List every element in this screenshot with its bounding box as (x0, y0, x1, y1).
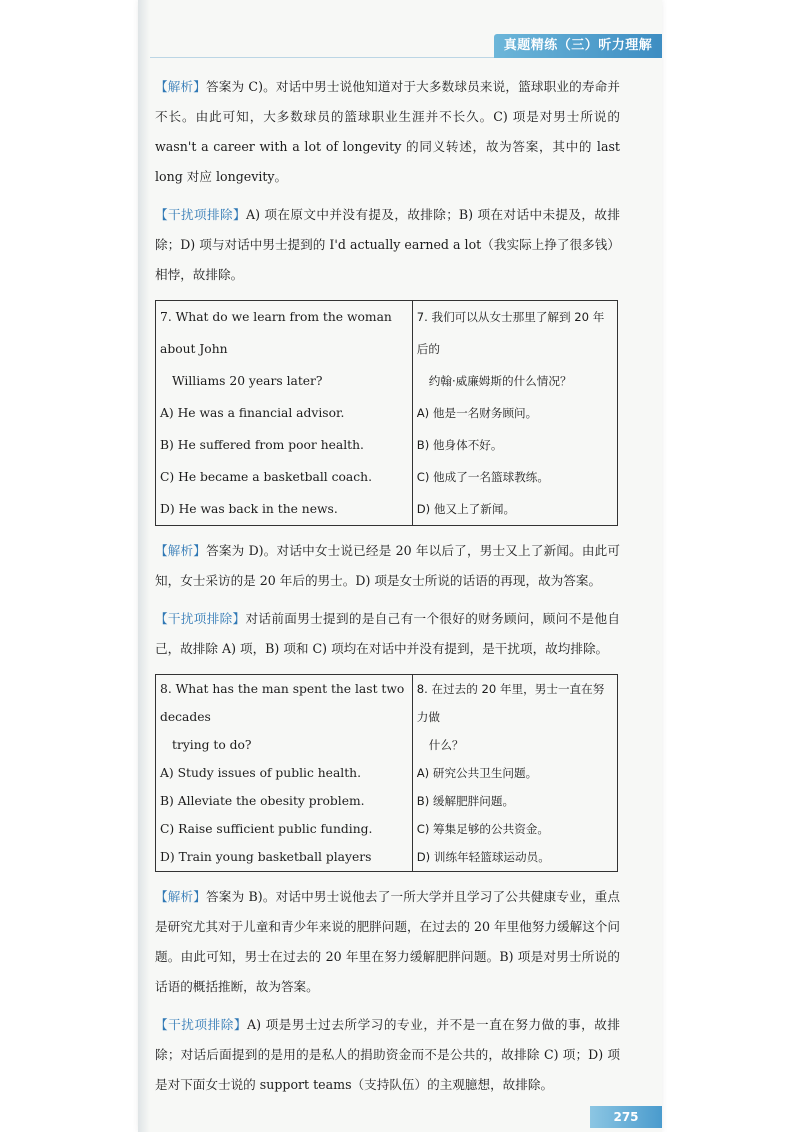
page-number: 275 (613, 1110, 639, 1124)
analysis-paragraph-q8 (155, 882, 620, 1002)
question-stem: 7. What do we learn from the woman about John (160, 310, 392, 356)
option-a: A) Study issues of public health. (160, 766, 361, 780)
distractor-paragraph-q6 (155, 200, 620, 290)
question-7-english (156, 301, 413, 526)
header-rule (150, 57, 494, 58)
option-b-zh: B) 他身体不好。 (416, 438, 503, 452)
distractor-paragraph-q8 (155, 1010, 620, 1100)
question-stem: 8. What has the man spent the last two decades (160, 682, 405, 724)
distractor-tag: 【干扰项排除】 (155, 1017, 248, 1032)
question-stem-zh: 8. 在过去的 20 年里，男士一直在努力做 (416, 682, 605, 724)
distractor-text: A) 项在原文中并没有提及，故排除；B) 项在对话中未提及，故排除；D) 项与对话中男士提到的 I'd actually earned a lot（我实际上挣了很多钱）相悖，故排除。 (155, 207, 621, 282)
question-8-english (156, 675, 413, 872)
question-stem-zh-cont: 约翰·威廉姆斯的什么情况？ (428, 374, 572, 388)
distractor-tag: 【干扰项排除】 (155, 207, 246, 222)
option-b-zh: B) 缓解肥胖问题。 (416, 794, 515, 808)
analysis-paragraph-q6 (155, 72, 620, 192)
analysis-tag: 【解析】 (155, 79, 207, 94)
question-8-table (155, 674, 618, 872)
question-stem-zh-cont: 什么？ (428, 738, 464, 752)
option-a-zh: A) 他是一名财务顾问。 (416, 406, 538, 420)
question-7-table (155, 300, 618, 526)
analysis-text: 答案为 B)。对话中男士说他去了一所大学并且学习了公共健康专业，重点是研究尤其对于儿童和青少年来说的肥胖问题，在过去的 20 年里他努力缓解这个问题。由此可知，男士在过去的 20 年里在努力缓解肥胖问题。B) 项是对男士所说的话语的概括推断，故为答案。 (155, 889, 620, 994)
distractor-text: 对话前面男士提到的是自己有一个很好的财务顾问，顾问不是他自己，故排除 A) 项，B) 项和 C) 项均在对话中并没有提到，是干扰项，故均排除。 (155, 611, 621, 656)
page-content (155, 72, 620, 1100)
analysis-text: 答案为 C)。对话中男士说他知道对于大多数球员来说，篮球职业的寿命并不长。由此可知，大多数球员的篮球职业生涯并不长久。C) 项是对男士所说的 wasn't a career with a lot of longevity 的同义转述，故为答案，其中的 last long 对应 longevity。 (155, 79, 621, 184)
distractor-paragraph-q7 (155, 604, 620, 664)
page-gutter-shadow (138, 0, 150, 1132)
distractor-tag: 【干扰项排除】 (155, 611, 246, 626)
distractor-text: A) 项是男士过去所学习的专业，并不是一直在努力做的事，故排除；对话后面提到的是用的是私人的捐助资金而不是公共的，故排除 C) 项；D) 项是对下面女士说的 support teams（支持队伍）的主观臆想，故排除。 (155, 1017, 621, 1092)
page-number-band (590, 1106, 662, 1128)
question-8-chinese (412, 675, 617, 872)
option-d: D) He was back in the news. (160, 502, 338, 516)
option-c-zh: C) 他成了一名篮球教练。 (416, 470, 549, 484)
analysis-tag: 【解析】 (155, 543, 207, 558)
section-title: 真题精练（三）听力理解 (503, 38, 653, 53)
option-c-zh: C) 筹集足够的公共资金。 (416, 822, 549, 836)
option-a-zh: A) 研究公共卫生问题。 (416, 766, 538, 780)
question-7-chinese (412, 301, 617, 526)
analysis-tag: 【解析】 (155, 889, 207, 904)
question-stem-cont: Williams 20 years later? (172, 374, 323, 388)
option-b: B) He suffered from poor health. (160, 438, 364, 452)
analysis-text: 答案为 D)。对话中女士说已经是 20 年以后了，男士又上了新闻。由此可知，女士采访的是 20 年后的男士。D) 项是女士所说的话语的再现，故为答案。 (155, 543, 621, 588)
option-d-zh: D) 训练年轻篮球运动员。 (416, 850, 550, 864)
analysis-paragraph-q7 (155, 536, 620, 596)
option-a: A) He was a financial advisor. (160, 406, 345, 420)
option-c: C) He became a basketball coach. (160, 470, 372, 484)
option-b: B) Alleviate the obesity problem. (160, 794, 365, 808)
question-stem-zh: 7. 我们可以从女士那里了解到 20 年后的 (416, 310, 605, 356)
option-d-zh: D) 他又上了新闻。 (416, 502, 516, 516)
option-d: D) Train young basketball players (160, 850, 372, 864)
section-header-band (494, 34, 662, 58)
option-c: C) Raise sufficient public funding. (160, 822, 373, 836)
question-stem-cont: trying to do? (172, 738, 252, 752)
